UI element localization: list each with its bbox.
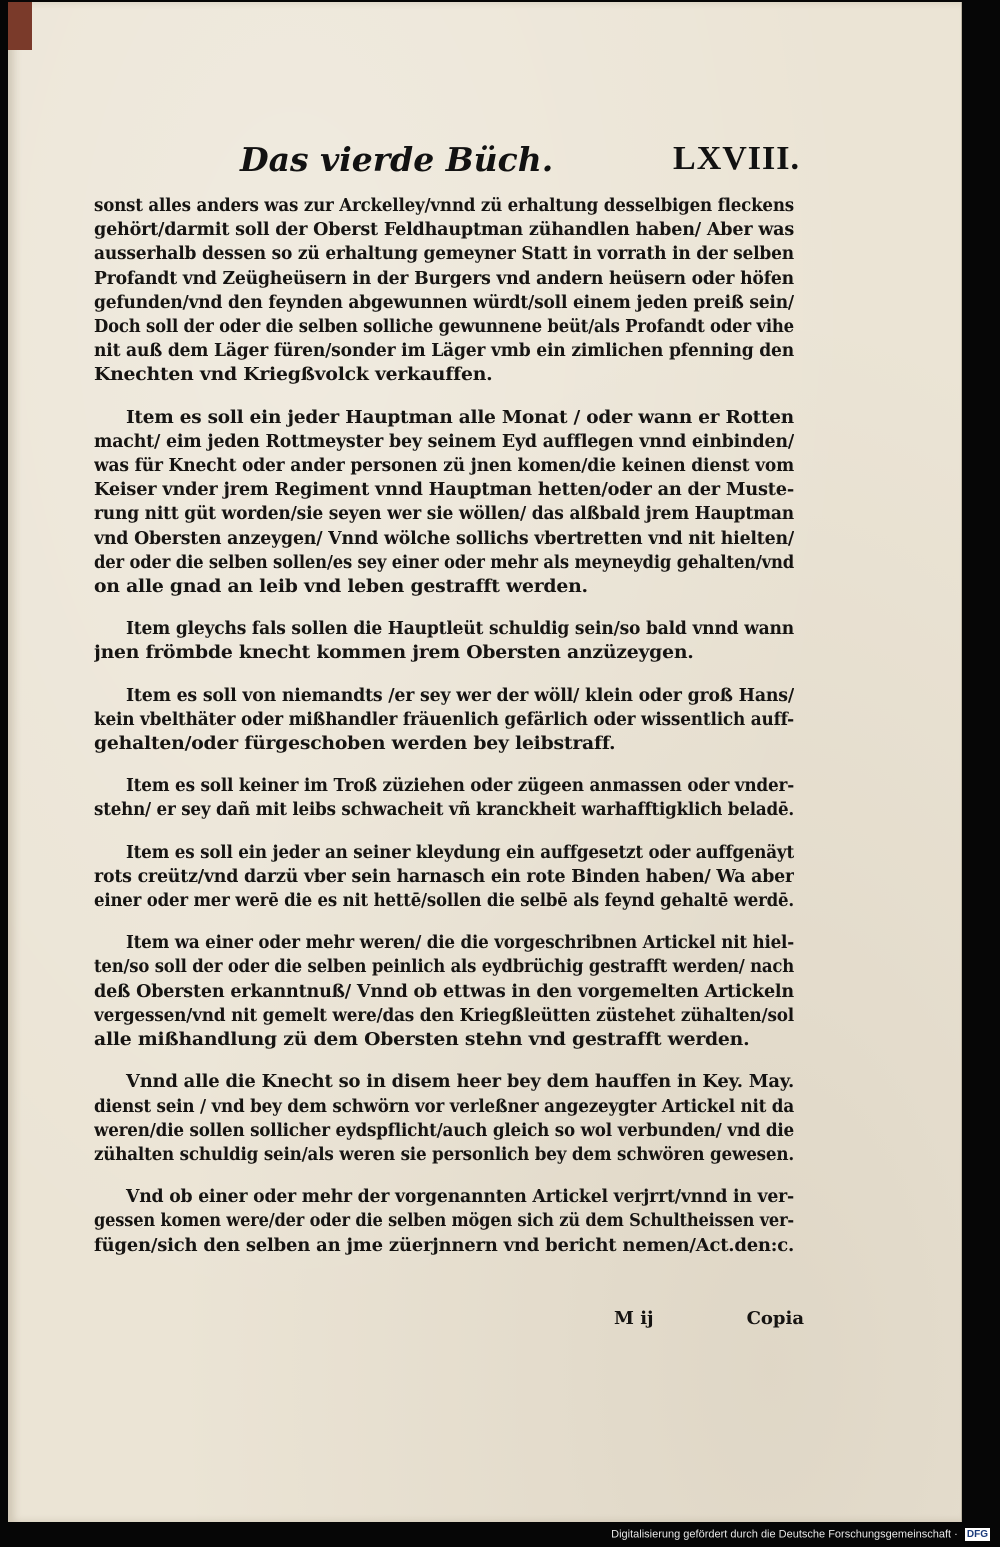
paragraph (94, 194, 794, 388)
text-line: rung nitt güt worden/sie seyen wer sie wöllen/ das alßbald jrem Hauptman (94, 504, 794, 525)
paragraph (94, 684, 794, 757)
text-line: sonst alles anders was zur Arckelley/vnnd zü erhaltung desselbigen fleckens (94, 196, 794, 216)
signature-mark: M ij (614, 1308, 654, 1329)
text-line: ausserhalb dessen so zü erhaltung gemeyner Statt in vorrath in der selben (94, 244, 794, 265)
dfg-logo[interactable]: DFG (966, 1529, 988, 1540)
text-line: Doch soll der oder die selben solliche gewunnene beüt/als Profandt oder vihe (94, 317, 794, 338)
text-line: gefunden/vnd den feynden abgewunnen würdt/soll einem jeden preiß sein/ (94, 292, 794, 313)
footer-text: Digitalisierung gefördert durch die Deutsche Forschungsgemeinschaft · (611, 1528, 958, 1541)
running-head (240, 140, 800, 188)
text-line: Profandt vnd Zeügheüsern in der Burgers vnd andern heüsern oder höfen (94, 268, 794, 289)
text-line: zühalten schuldig sein/als weren sie personlich bey dem schwören gewesen. (94, 1144, 794, 1165)
text-line: Item gleychs fals sollen die Hauptleüt schuldig sein/so bald vnnd wann (126, 619, 794, 640)
paragraph (94, 841, 794, 914)
signature-row (614, 1308, 804, 1338)
text-line: Item es soll von niemandts /er sey wer der wöll/ klein oder groß Hans/ (126, 685, 794, 706)
text-line: ten/so soll der oder die selben peinlich als eydbrüchig gestrafft werden/ nach (94, 957, 794, 978)
book-page (8, 2, 962, 1522)
footer-credit (611, 1528, 990, 1541)
text-line: Vnd ob einer oder mehr der vorgenannten Artickel verjrrt/vnnd in ver- (126, 1187, 794, 1208)
text-line: gehalten/oder fürgeschoben werden bey leibstraff. (94, 734, 616, 755)
text-line: fügen/sich den selben an jme züerjnnern vnd bericht nemen/Act.den:c. (94, 1235, 794, 1256)
text-line: nit auß dem Läger füren/sonder im Läger vmb ein zimlichen pfenning den (94, 341, 794, 362)
text-line: einer oder mer werē die es nit hettē/sollen die selbē als feynd gehaltē werdē. (94, 891, 794, 912)
paragraph (94, 406, 794, 600)
text-line: Vnnd alle die Knecht so in disem heer bey dem hauffen in Key. May. (126, 1072, 794, 1093)
text-line: alle mißhandlung zü dem Obersten stehn vnd gestrafft werden. (94, 1030, 750, 1051)
text-line: kein vbelthäter oder mißhandler fräuenlich gefärlich oder wissentlich auff- (94, 709, 794, 730)
text-line: dienst sein / vnd bey dem schwörn vor verleßner angezeygter Artickel nit da (94, 1096, 794, 1117)
paragraph (94, 1185, 794, 1258)
text-line: Keiser vnder jrem Regiment vnnd Hauptman hetten/oder an der Muste- (94, 480, 794, 501)
text-block (94, 194, 794, 1276)
text-line: Item es soll ein jeder an seiner kleydung ein auffgesetzt oder auffgenäyt (126, 842, 794, 863)
text-line: der oder die selben sollen/es sey einer oder mehr als meyneydig gehalten/vnd (94, 552, 794, 573)
paragraph (94, 1070, 794, 1167)
text-line: Knechten vnd Kriegßvolck verkauffen. (94, 365, 493, 386)
folio-number: LXVIII. (673, 140, 800, 177)
paragraph (94, 931, 794, 1052)
text-line: vergessen/vnd nit gemelt were/das den Kriegßleütten züstehet zühalten/sol (94, 1005, 794, 1026)
text-line: jnen frömbde knecht kommen jrem Obersten anzüzeygen. (94, 643, 694, 664)
text-line: macht/ eim jeden Rottmeyster bey seinem Eyd aufflegen vnnd einbinden/ (94, 431, 794, 452)
text-line: Item wa einer oder mehr weren/ die die vorgeschribnen Artickel nit hiel- (126, 933, 794, 954)
text-line: vnd Obersten anzeygen/ Vnnd wölche sollichs vbertretten vnd nit hielten/ (94, 528, 794, 549)
text-line: Item es soll ein jeder Hauptman alle Monat / oder wann er Rotten (126, 407, 794, 428)
text-line: was für Knecht oder ander personen zü jnen komen/die keinen dienst vom (94, 456, 794, 477)
text-line: deß Obersten erkanntnuß/ Vnnd ob ettwas in den vorgemelten Artickeln (94, 981, 794, 1002)
text-line: on alle gnad an leib vnd leben gestrafft werden. (94, 577, 588, 598)
text-line: weren/die sollen sollicher eydspflicht/auch gleich so wol verbunden/ vnd die (94, 1120, 794, 1141)
text-line: Item es soll keiner im Troß züziehen oder zügeen anmassen oder vnder- (126, 776, 794, 797)
page-title: Das vierde Büch. (240, 140, 554, 179)
binding-edge (8, 2, 32, 50)
text-line: rots creütz/vnd darzü vber sein harnasch ein rote Binden haben/ Wa aber (94, 866, 794, 887)
catchword: Copia (746, 1308, 804, 1329)
text-line: gessen komen were/der oder die selben mögen sich zü dem Schultheissen ver- (94, 1211, 794, 1232)
paragraph (94, 774, 794, 822)
paragraph (94, 617, 794, 665)
text-line: stehn/ er sey dañ mit leibs schwacheit vñ kranckheit warhafftigklich beladē. (94, 800, 794, 821)
text-line: gehört/darmit soll der Oberst Feldhauptman zühandlen haben/ Aber was (94, 220, 794, 241)
